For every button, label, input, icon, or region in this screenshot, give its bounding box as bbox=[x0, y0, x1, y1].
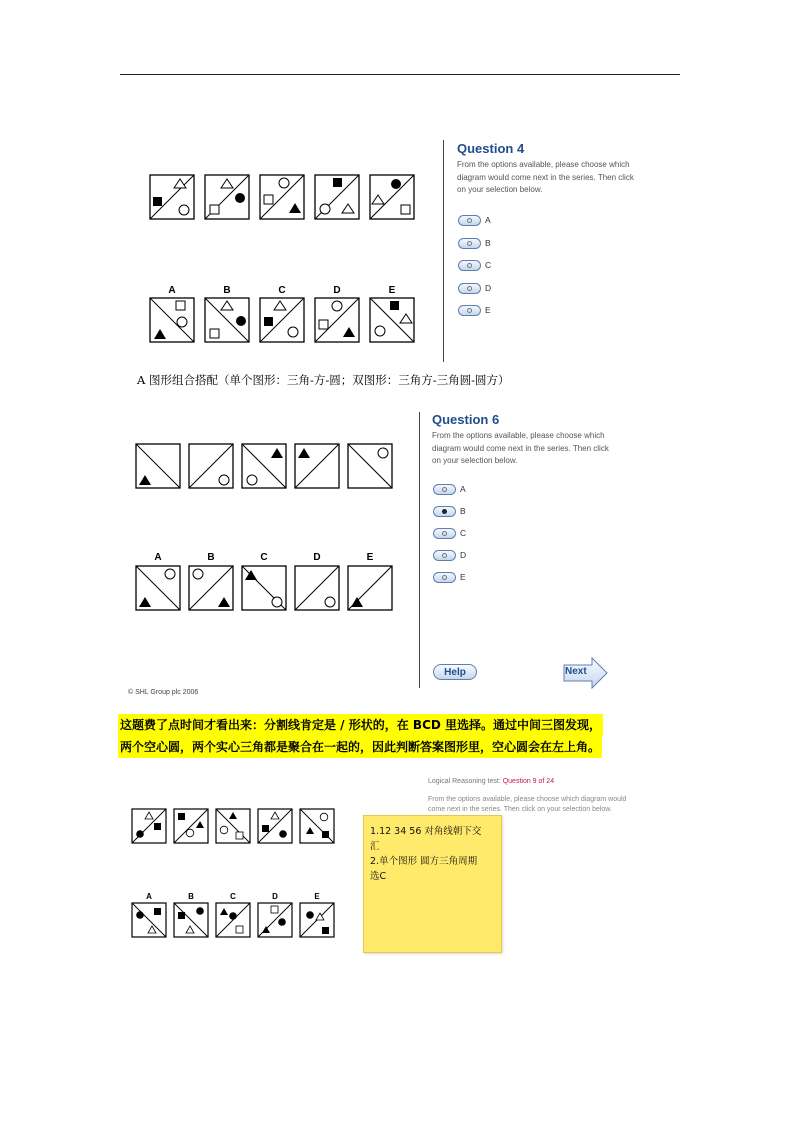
radio-button[interactable] bbox=[458, 238, 481, 249]
q6-answer-b bbox=[189, 566, 233, 610]
q6-series-4 bbox=[295, 444, 339, 488]
q6-answer-letter: E bbox=[366, 552, 374, 563]
q6-figures bbox=[128, 436, 408, 626]
q6-answer-letter: D bbox=[313, 552, 321, 563]
radio-button[interactable] bbox=[458, 305, 481, 316]
q4-caption: A 图形组合搭配（单个图形：三角-方-圆；双图形：三角方-三角圆-圆方） bbox=[137, 373, 510, 387]
q4-series-3 bbox=[260, 175, 304, 219]
q9-answer-letter: D bbox=[272, 892, 278, 901]
q4-option-c[interactable]: C bbox=[458, 258, 491, 272]
q9-figures bbox=[128, 803, 343, 943]
radio-button-selected[interactable] bbox=[433, 506, 456, 517]
radio-button[interactable] bbox=[458, 215, 481, 226]
q4-answer-b bbox=[205, 298, 249, 342]
q4-series-2 bbox=[205, 175, 249, 219]
radio-button[interactable] bbox=[433, 528, 456, 539]
q9-series-4 bbox=[258, 809, 292, 843]
q9-answer-letter: E bbox=[314, 892, 320, 901]
q4-answer-letter: C bbox=[278, 285, 286, 296]
q9-header: Logical Reasoning test: Question 9 of 24 bbox=[428, 778, 555, 785]
radio-button[interactable] bbox=[433, 484, 456, 495]
q9-series-1 bbox=[132, 809, 166, 843]
help-button[interactable]: Help bbox=[433, 664, 477, 680]
q9-answer-letter: A bbox=[146, 892, 152, 901]
q9-answer-a bbox=[132, 903, 166, 937]
q6-series-2 bbox=[189, 444, 233, 488]
q9-answer-letter: C bbox=[230, 892, 236, 901]
top-rule bbox=[120, 74, 680, 75]
radio-button[interactable] bbox=[458, 283, 481, 294]
q9-series-5 bbox=[300, 809, 334, 843]
q6-series-1 bbox=[136, 444, 180, 488]
radio-button[interactable] bbox=[433, 550, 456, 561]
q6-answer-letter: B bbox=[207, 552, 215, 563]
q4-option-b[interactable]: B bbox=[458, 236, 491, 250]
radio-button[interactable] bbox=[458, 260, 481, 271]
copyright-text: © SHL Group plc 2006 bbox=[128, 689, 199, 696]
q4-option-d[interactable]: D bbox=[458, 281, 491, 295]
q6-answer-e bbox=[348, 566, 392, 610]
q4-answer-e bbox=[370, 298, 414, 342]
q4-answer-c bbox=[260, 298, 304, 342]
q6-option-b[interactable]: B bbox=[433, 504, 466, 518]
q4-answer-letter: A bbox=[168, 285, 176, 296]
q4-answer-a bbox=[150, 298, 194, 342]
note-line-2: 两个空心圆，两个实心三角都是聚合在一起的，因此判断答案图形里，空心圆会在左上角。 bbox=[118, 736, 602, 758]
note-line-1: 这题费了点时间才看出来：分割线肯定是 / 形状的，在 BCD 里选择。通过中间三图发现， bbox=[118, 714, 603, 736]
q4-figures bbox=[140, 165, 430, 365]
q9-series-2 bbox=[174, 809, 208, 843]
q4-option-a[interactable]: A bbox=[458, 213, 491, 227]
q4-title: Question 4 bbox=[457, 141, 525, 156]
q6-series-5 bbox=[348, 444, 392, 488]
q6-option-a[interactable]: A bbox=[433, 482, 466, 496]
q9-answer-c bbox=[216, 903, 250, 937]
q9-answer-d bbox=[258, 903, 292, 937]
q9-series-3 bbox=[216, 809, 250, 843]
q6-answer-a bbox=[136, 566, 180, 610]
q6-answer-c bbox=[242, 566, 286, 610]
q6-instructions: From the options available, please choose which diagram would come next in the series. Then click on your selection below. bbox=[432, 431, 609, 465]
q6-option-d[interactable]: D bbox=[433, 548, 466, 562]
next-button[interactable]: Next bbox=[562, 657, 608, 689]
q6-title: Question 6 bbox=[432, 412, 500, 427]
q6-option-e[interactable]: E bbox=[433, 570, 466, 584]
q4-answer-letter: E bbox=[388, 285, 396, 296]
q6-series-3 bbox=[242, 444, 286, 488]
q4-answer-letter: B bbox=[223, 285, 231, 296]
q9-answer-letter: B bbox=[188, 892, 194, 901]
q9-instructions: From the options available, please choose which diagram would come next in the series. Then click on your selection below. bbox=[428, 796, 627, 813]
q4-series-5 bbox=[370, 175, 414, 219]
q6-answer-letter: C bbox=[260, 552, 268, 563]
q4-answer-d bbox=[315, 298, 359, 342]
q9-answer-e bbox=[300, 903, 334, 937]
sticky-note[interactable]: 1.12 34 56 对角线朝下交 汇 2.单个图形 圆方三角周期 选C bbox=[363, 815, 502, 953]
q6-option-c[interactable]: C bbox=[433, 526, 466, 540]
q4-series-4 bbox=[315, 175, 359, 219]
q4-series-1 bbox=[150, 175, 194, 219]
q6-answer-d bbox=[295, 566, 339, 610]
q6-answer-letter: A bbox=[154, 552, 162, 563]
q4-instructions: From the options available, please choose which diagram would come next in the series. Then click on your selection below. bbox=[457, 160, 634, 194]
q6-divider bbox=[419, 412, 420, 688]
q4-option-e[interactable]: E bbox=[458, 303, 491, 317]
q4-divider bbox=[443, 140, 444, 362]
q9-answer-b bbox=[174, 903, 208, 937]
q4-answer-letter: D bbox=[333, 285, 341, 296]
radio-button[interactable] bbox=[433, 572, 456, 583]
